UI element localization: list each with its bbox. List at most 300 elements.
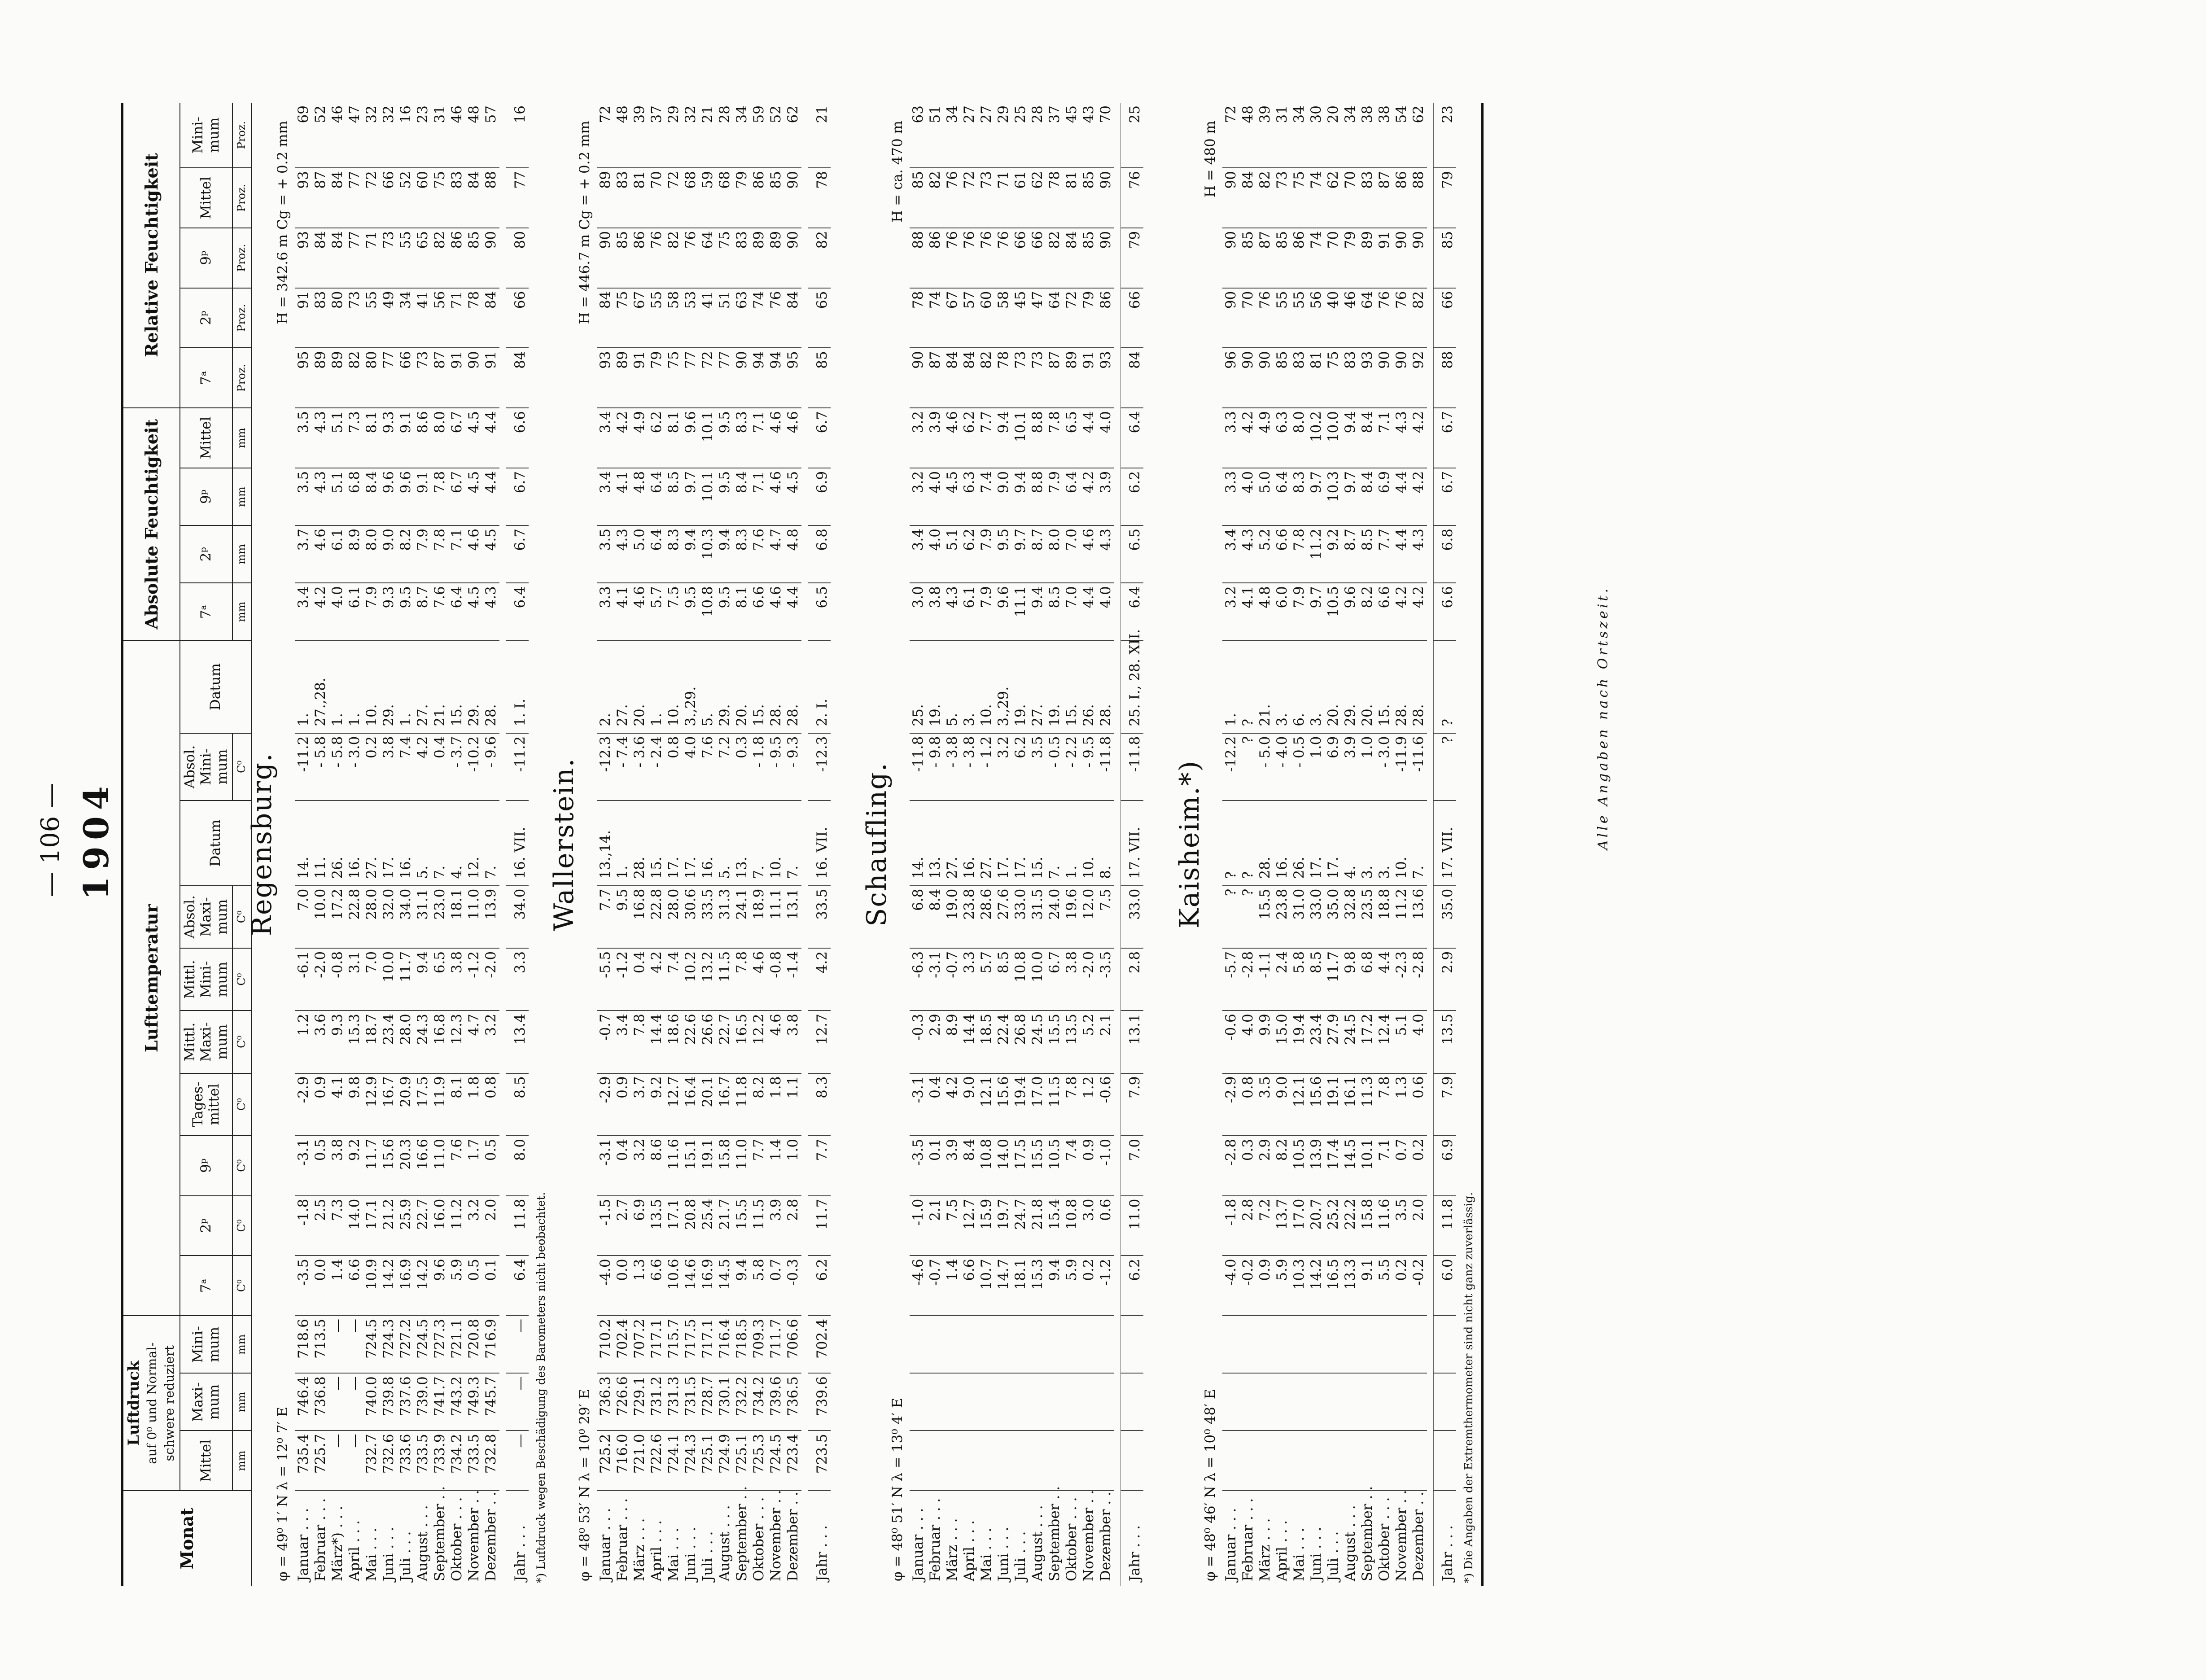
table-cell: 24.1 [733,886,750,948]
table-cell: 7.4 [1063,1136,1080,1196]
table-cell: 17.2 [329,886,346,948]
table-cell: 75 [1325,348,1342,408]
table-cell: 74 [1308,168,1325,228]
table-cell: 8.5 [506,1073,529,1136]
table-cell: 6.7 [808,408,831,468]
station-header [251,103,295,1586]
table-cell: 9.8 [346,1073,363,1136]
table-cell: 86 [631,228,648,288]
table-cell: 16 [397,103,414,168]
table-cell: 78 [808,168,831,228]
table-cell: 29. [465,640,482,733]
table-cell: 6.6 [1433,583,1456,640]
table-cell: - 9.3 [784,733,801,801]
table-cell: ? [1239,733,1256,801]
table-cell: 84 [784,288,801,348]
table-row [414,103,431,1586]
table-cell: 725.3 [750,1431,767,1491]
table-cell: 7.8 [1046,408,1063,468]
table-cell: 82 [1410,288,1427,348]
table-cell: 3.0 [1080,1196,1097,1256]
station-header [867,103,910,1586]
table-cell: 20.7 [1308,1196,1325,1256]
table-cell [1410,1373,1427,1431]
h-tagesmittel: Tages-mittel [180,1073,232,1136]
table-cell: 1. [614,801,631,885]
table-row [380,103,397,1586]
h-t9: 9ᵖ [180,1136,232,1196]
table-cell: 91 [1080,348,1097,408]
table-cell: 86 [1291,228,1308,288]
table-cell: 71 [995,168,1012,228]
table-cell: 22.6 [682,1011,699,1073]
table-cell: 87 [1256,228,1274,288]
table-row [329,103,346,1586]
table-cell: 82 [431,228,448,288]
table-cell: ? [1239,801,1256,885]
table-cell: 18.6 [665,1011,682,1073]
table-cell: 90 [1393,228,1410,288]
table-cell: 19.0 [944,886,961,948]
table-cell: 6.9 [1376,468,1393,525]
table-cell [1308,1431,1325,1491]
table-cell: ? [1222,886,1239,948]
table-cell: 15. [648,801,665,885]
table-cell: 25.2 [1325,1196,1342,1256]
table-cell: 4.2 [1410,583,1427,640]
table-cell: 90 [1222,288,1239,348]
table-cell: 3.5 [1393,1196,1410,1256]
table-cell: 93 [295,228,312,288]
table-row [648,103,665,1586]
table-cell: 7.1 [750,408,767,468]
table-cell: — [346,1431,363,1491]
table-cell: 27 [978,103,995,168]
table-cell: -3.1 [910,1073,927,1136]
table-cell: 46 [329,103,346,168]
table-cell: 11.7 [808,1196,831,1256]
table-cell: 10.5 [1046,1136,1063,1196]
table-cell: 7.9 [1046,468,1063,525]
table-cell: 35.0 [1325,886,1342,948]
table-row [665,103,682,1586]
table-cell: 2.1 [1097,1011,1114,1073]
table-row [699,103,716,1586]
table-cell: 84 [329,228,346,288]
table-cell: 1.0 [784,1136,801,1196]
table-cell: 91 [448,348,465,408]
table-cell: 6.1 [961,583,978,640]
table-cell: 12.0 [1080,886,1097,948]
table-cell: 45 [1063,103,1080,168]
month-cell: September . . [431,1486,448,1581]
table-row [1325,103,1342,1586]
table-cell: 4.4 [1393,468,1410,525]
table-cell: -1.0 [1097,1136,1114,1196]
table-cell: 14.5 [1342,1136,1359,1196]
h-t7: 7ᵃ [180,1256,232,1316]
table-cell: 11.2 [448,1196,465,1256]
table-cell: 25 [1121,103,1143,168]
table-cell: 9.5 [614,886,631,948]
table-cell: 28 [716,103,733,168]
table-cell: 9.9 [1256,1011,1274,1073]
table-cell: 9.4 [1012,468,1029,525]
table-cell: 9.1 [1359,1256,1376,1316]
table-cell: 15.4 [1046,1196,1063,1256]
table-cell: 10. [1393,801,1410,885]
table-cell: 6.6 [1376,583,1393,640]
table-cell: 16. [1274,801,1291,885]
table-cell: 89 [1063,348,1080,408]
table-cell: — [346,1373,363,1431]
table-cell: 724.5 [767,1431,784,1491]
table-cell: 0.2 [1410,1136,1427,1196]
table-cell: 86 [448,228,465,288]
table-cell: 9.0 [995,468,1012,525]
table-row [682,103,699,1586]
table-cell: 0.9 [1080,1136,1097,1196]
station-name: Wallerstein. [548,757,580,931]
table-cell: 93 [1097,348,1114,408]
table-cell [1376,1373,1393,1431]
table-cell: 15.6 [995,1073,1012,1136]
table-cell: 28. [1097,640,1114,733]
table-cell: 84 [1239,168,1256,228]
table-cell: 10.1 [699,408,716,468]
table-cell: 5.1 [329,468,346,525]
table-cell: - 1.8 [750,733,767,801]
table-cell: 0.8 [665,733,682,801]
table-cell: 28.6 [978,886,995,948]
table-cell: 18.9 [750,886,767,948]
table-cell: 8.6 [648,1136,665,1196]
table-cell: 14.0 [346,1196,363,1256]
table-cell: -0.3 [784,1256,801,1316]
table-cell: 7.0 [1063,525,1080,583]
table-cell [910,1373,927,1431]
table-cell: 13.1 [784,886,801,948]
table-cell: -0.8 [329,948,346,1011]
table-cell: 6.4 [1121,583,1143,640]
table-cell: 717.1 [648,1316,665,1373]
h-datum-max: Datum [180,801,251,885]
table-cell: - 1.2 [978,733,995,801]
table-cell: - 2.4 [648,733,665,801]
month-cell: Februar . . . [312,1498,328,1581]
table-cell: 35.0 [1433,886,1456,948]
month-cell: März . . . [944,1518,960,1581]
table-cell: -5.5 [597,948,614,1011]
table-cell: 6.7 [1433,408,1456,468]
table-cell: 72 [597,103,614,168]
table-cell: 4.3 [614,525,631,583]
table-cell: 2. I. [808,640,831,733]
table-cell: 40 [1325,288,1342,348]
table-cell: 23 [1433,103,1456,168]
table-cell [1063,1373,1080,1431]
table-cell: 43 [1080,103,1097,168]
month-cell: September . . [1046,1486,1063,1581]
table-cell: 3.8 [927,583,944,640]
table-cell: 7.8 [431,468,448,525]
table-cell: 5.0 [1256,468,1274,525]
table-cell: 11.5 [716,948,733,1011]
table-cell: 722.6 [648,1431,665,1491]
table-cell: 3.9 [1097,468,1114,525]
table-cell: 4.0 [1410,1011,1427,1073]
table-cell: 4.3 [312,468,329,525]
table-cell: 8.9 [346,525,363,583]
table-cell [1080,1316,1097,1373]
table-cell: 25. [910,640,927,733]
table-cell: 94 [750,348,767,408]
table-cell: 2. [597,640,614,733]
table-cell: 711.7 [767,1316,784,1373]
table-cell: 11.7 [1325,948,1342,1011]
h-mittel: Mittel [180,1431,232,1491]
table-cell: 30.6 [682,886,699,948]
table-cell: 23 [414,103,431,168]
table-cell: 12.1 [1291,1073,1308,1136]
table-cell: 15.9 [978,1196,995,1256]
table-cell: 4.6 [750,948,767,1011]
table-cell: 15.6 [380,1136,397,1196]
table-cell: 12.3 [448,1011,465,1073]
table-cell: 87 [927,348,944,408]
table-cell: -2.9 [295,1073,312,1136]
table-cell [1046,1373,1063,1431]
table-cell: 2.8 [1239,1196,1256,1256]
table-cell: 90 [465,348,482,408]
table-cell: 7.4 [978,468,995,525]
table-cell: 9.3 [380,408,397,468]
table-cell: 60 [978,288,995,348]
table-cell: 83 [614,168,631,228]
table-cell: 5.7 [978,948,995,1011]
table-cell: 9.5 [682,583,699,640]
table-cell: 84 [1121,348,1143,408]
table-cell: 6.7 [1046,948,1063,1011]
table-cell: 82 [346,348,363,408]
table-cell: 3. [1274,640,1291,733]
table-cell: 13.,14. [597,801,614,885]
table-cell: 23.5 [1359,886,1376,948]
table-cell: 3.5 [597,525,614,583]
month-cell: Oktober . . . [750,1497,767,1581]
table-cell: 7.0 [363,948,380,1011]
table-cell [1291,1431,1308,1491]
table-cell: 16.9 [397,1256,414,1316]
table-row [978,103,995,1586]
table-cell [1012,1373,1029,1431]
table-cell: 25.9 [397,1196,414,1256]
table-cell: 13. [927,801,944,885]
table-cell: 76 [767,288,784,348]
month-cell: Juli . . . [699,1531,716,1581]
table-cell [1376,1431,1393,1491]
table-cell: 66 [1121,288,1143,348]
table-cell: 9.5 [397,583,414,640]
table-cell: 16. [961,801,978,885]
table-cell: 736.3 [597,1373,614,1431]
table-cell: -11.2 [506,733,529,801]
table-cell: 3.3 [597,583,614,640]
table-cell: 23.8 [961,886,978,948]
table-cell: 29. [380,640,397,733]
table-cell: 31.0 [1291,886,1308,948]
table-row [465,103,482,1586]
table-cell: 56 [1308,288,1325,348]
station-name: Kaisheim.*) [1173,760,1205,929]
table-cell: 3.8 [448,948,465,1011]
table-cell: 1.1 [784,1073,801,1136]
table-cell: 10.0 [1325,408,1342,468]
table-cell: 13.5 [1063,1011,1080,1073]
table-cell: 38 [1376,103,1393,168]
table-cell: 33.5 [808,886,831,948]
table-cell: 28. [784,640,801,733]
table-cell: 3. [1376,801,1393,885]
month-cell: November . . [1080,1490,1097,1581]
table-cell: 3.9 [927,408,944,468]
table-cell: 11.8 [506,1196,529,1256]
table-cell: 10. [1080,801,1097,885]
table-row [1393,103,1410,1586]
table-cell: 9.4 [1029,583,1046,640]
table-cell: 8.5 [995,948,1012,1011]
table-cell: 1.2 [1080,1073,1097,1136]
table-cell [1063,1316,1080,1373]
table-cell: 7.8 [733,948,750,1011]
table-cell: 33.5 [699,886,716,948]
table-cell: 85 [910,168,927,228]
table-cell: 6.8 [910,886,927,948]
table-cell: 17. [1325,801,1342,885]
month-cell: Juli . . . [1012,1531,1029,1581]
table-cell: 13.5 [648,1196,665,1256]
table-cell: 7.4 [665,948,682,1011]
month-cell: Juni . . . [995,1527,1011,1581]
table-cell: 4.4 [1393,525,1410,583]
table-cell: 54 [1393,103,1410,168]
table-cell: 57 [961,288,978,348]
table-cell: 4.2 [1393,583,1410,640]
table-cell: 3.8 [329,1136,346,1196]
table-cell [1433,1431,1456,1491]
table-cell: 16.7 [380,1073,397,1136]
table-row [910,103,927,1586]
table-cell: 3.8 [784,1011,801,1073]
table-cell [1342,1431,1359,1491]
table-cell [1376,1316,1393,1373]
table-cell: 4.5 [465,408,482,468]
table-cell: 89 [767,228,784,288]
table-cell: 10.6 [665,1256,682,1316]
month-cell: Juni . . . [682,1527,699,1581]
table-cell: 12.9 [363,1073,380,1136]
table-cell: 6.5 [1121,525,1143,583]
table-cell: 4.2 [1410,408,1427,468]
table-cell: 8.2 [1274,1136,1291,1196]
header-lufttemperatur: Lufttemperatur [123,640,180,1316]
month-cell: November . . [465,1490,482,1581]
table-cell: 724.5 [414,1316,431,1373]
table-cell: 64 [1359,288,1376,348]
table-cell: 10.0 [312,886,329,948]
table-cell: 6.8 [808,525,831,583]
table-cell: 4.4 [1080,408,1097,468]
table-cell: 15.1 [682,1136,699,1196]
h-minimum: Mini-mum [180,1316,232,1373]
table-cell: 6.7 [506,525,529,583]
table-cell: 717.1 [699,1316,716,1373]
table-cell: 10.1 [1359,1136,1376,1196]
table-cell: 84 [465,168,482,228]
table-cell [1291,1316,1308,1373]
table-cell: 11.6 [1376,1196,1393,1256]
table-cell: 17.1 [665,1196,682,1256]
table-cell: -4.6 [910,1256,927,1316]
table-cell: 7.1 [1376,1136,1393,1196]
table-cell: 60 [414,168,431,228]
table-cell: 4.5 [465,468,482,525]
table-cell: 10.1 [1012,408,1029,468]
h-rel-minimum: Mini-mum [180,103,232,168]
table-cell: 7.7 [597,886,614,948]
table-cell [978,1431,995,1491]
table-cell: 95 [784,348,801,408]
month-cell: Dezember . . [1410,1492,1427,1581]
table-cell: 75 [1291,168,1308,228]
table-cell: 735.4 [295,1431,312,1491]
table-cell: 1.0 [1308,733,1325,801]
table-cell: 23.4 [1308,1011,1325,1073]
table-cell: 14. [295,801,312,885]
table-cell: 21.7 [716,1196,733,1256]
table-cell: -0.8 [767,948,784,1011]
table-cell: 3.2 [482,1011,499,1073]
table-cell: 31.3 [716,886,733,948]
table-row [1029,103,1046,1586]
table-cell: 6.9 [808,468,831,525]
table-cell: 25 [1012,103,1029,168]
table-cell: 706.6 [784,1316,801,1373]
h-rel-t2: 2ᵖ [180,288,232,348]
table-cell: ? [1239,886,1256,948]
table-cell: 7.4 [397,733,414,801]
month-cell: August . . . [414,1505,431,1581]
table-cell: 45 [1012,288,1029,348]
table-cell: 19. [1012,640,1029,733]
table-cell [1256,1316,1274,1373]
table-cell: 47 [1029,288,1046,348]
table-cell: -3.5 [910,1136,927,1196]
table-cell: 91 [1376,228,1393,288]
table-cell: 3.9 [1342,733,1359,801]
table-cell: 8.2 [397,525,414,583]
table-cell [1410,1316,1427,1373]
table-cell: 4.4 [784,583,801,640]
table-cell: 73 [1012,348,1029,408]
table-cell: 4.9 [1256,408,1274,468]
table-cell: -11.8 [1121,733,1143,801]
table-cell: 12. [465,801,482,885]
table-cell: 76 [648,228,665,288]
table-cell [1121,1431,1143,1491]
table-cell: -11.8 [1097,733,1114,801]
table-cell: 18.1 [448,886,465,948]
